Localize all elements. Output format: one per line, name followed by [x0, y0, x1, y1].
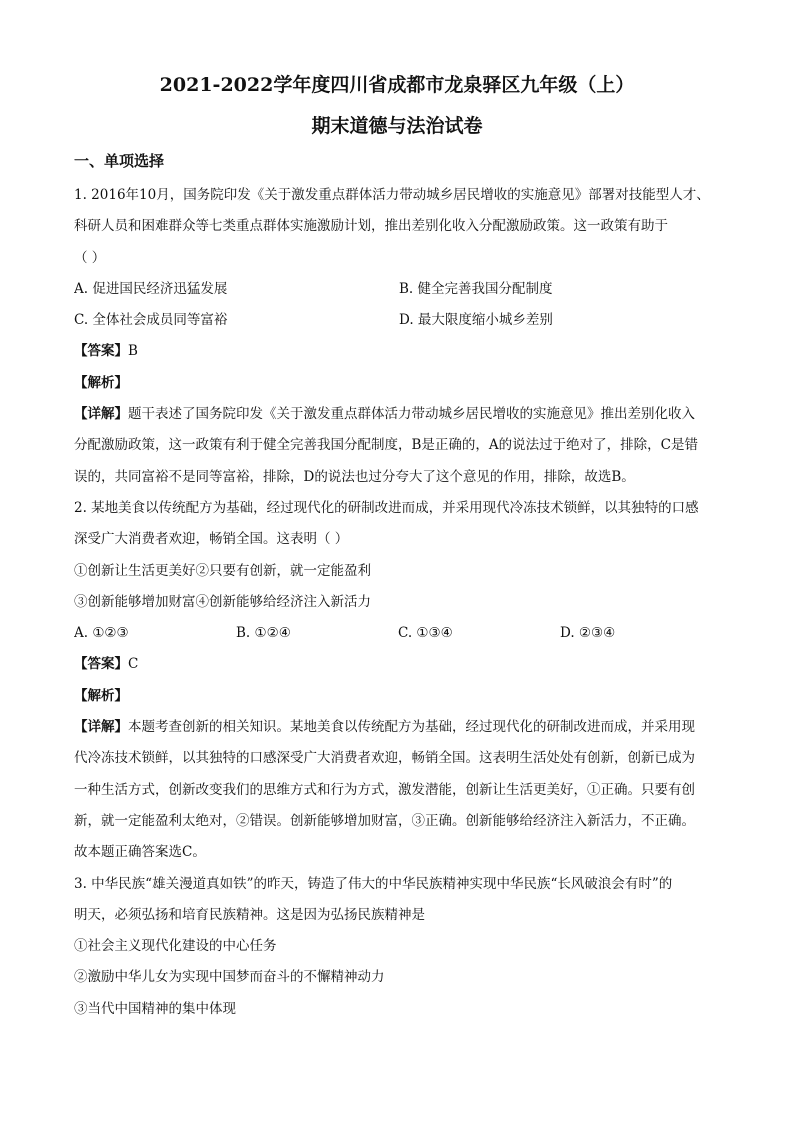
q1-detail-line: 误的，共同富裕不是同等富裕，排除，D的说法也过分夸大了这个意见的作用，排除，故选B。: [74, 468, 635, 485]
q1-option-a: A. 促进国民经济迅猛发展: [74, 280, 228, 297]
q1-options-row: [74, 274, 724, 305]
q1-answer: [74, 336, 724, 367]
analysis-tag: 【解析】: [74, 374, 128, 391]
section-heading: 一、单项选择: [74, 152, 165, 170]
document-title: 2021-2022学年度四川省成都市龙泉驿区九年级（上）: [159, 74, 635, 96]
q2-option-c: C. ①③④: [398, 625, 453, 642]
q2-stem-line: ③创新能够增加财富④创新能够给经济注入新活力: [74, 593, 371, 610]
answer-tag: 【答案】: [74, 343, 128, 360]
questions: [74, 180, 724, 1025]
q2-stem-line: ①创新让生活更美好②只要有创新，就一定能盈利: [74, 562, 371, 579]
q3-stem-line: 明天，必须弘扬和培育民族精神。这是因为弘扬民族精神是: [74, 906, 425, 923]
q3-stem-line: ③当代中国精神的集中体现: [74, 1000, 236, 1017]
detail-tag: 【详解】: [74, 719, 128, 736]
q2-answer: [74, 649, 724, 680]
answer-value: C: [128, 656, 139, 673]
detail-tag: 【详解】: [74, 406, 128, 423]
q2-detail-line: 故本题正确答案选C。: [74, 844, 206, 861]
q2-detail-line: 一种生活方式，创新改变我们的思维方式和行为方式，激发潜能，创新让生活更美好，①正确。只要有创: [74, 781, 695, 798]
analysis-tag: 【解析】: [74, 687, 128, 704]
document-subtitle: 期末道德与法治试卷: [311, 115, 483, 137]
q1-detail-line: [74, 399, 724, 430]
q2-option-a: A. ①②③: [74, 625, 129, 642]
q3-stem-line: ②激励中华儿女为实现中国梦而奋斗的不懈精神动力: [74, 969, 385, 986]
q1-options-row: [74, 305, 724, 336]
q2-detail-line: 代冷冻技术锁鲜，以其独特的口感深受广大消费者欢迎，畅销全国。这表明生活处处有创新，创新已成为: [74, 750, 695, 767]
detail-text: 本题考查创新的相关知识。某地美食以传统配方为基础，经过现代化的研制改进而成，并采用现: [128, 719, 695, 736]
q2-option-d: D. ②③④: [560, 625, 616, 642]
answer-value: B: [128, 343, 138, 360]
q1-analysis: [74, 368, 724, 399]
q1-stem-line: （ ）: [74, 249, 106, 266]
q2-stem-line: 2. 某地美食以传统配方为基础，经过现代化的研制改进而成，并采用现代冷冻技术锁鲜，以其独特的口感: [74, 499, 699, 516]
q2-options-row: [74, 618, 724, 649]
q3-stem-line: 3. 中华民族“雄关漫道真如铁”的昨天，铸造了伟大的中华民族精神实现中华民族“长风破浪会有时”的: [74, 875, 673, 892]
q1-option-c: C. 全体社会成员同等富裕: [74, 312, 228, 329]
answer-tag: 【答案】: [74, 656, 128, 673]
q1-stem-line: 科研人员和困难群众等七类重点群体实施激励计划，推出差别化收入分配激励政策。这一政策有助于: [74, 218, 668, 235]
q2-stem-line: 深受广大消费者欢迎，畅销全国。这表明（ ）: [74, 531, 349, 548]
q2-detail-line: [74, 712, 724, 743]
q3-stem-line: ①社会主义现代化建设的中心任务: [74, 938, 277, 955]
q1-stem-line: 1. 2016年10月，国务院印发《关于激发重点群体活力带动城乡居民增收的实施意见》部署对技能型人才、: [74, 187, 710, 203]
q2-detail-line: 新，就一定能盈利太绝对，②错误。创新能够增加财富，③正确。创新能够给经济注入新活力，不正确。: [74, 812, 695, 829]
q2-option-b: B. ①②④: [236, 625, 291, 642]
q1-option-b: B. 健全完善我国分配制度: [399, 280, 553, 297]
detail-text: 题干表述了国务院印发《关于激发重点群体活力带动城乡居民增收的实施意见》推出差别化收入: [128, 406, 695, 423]
q2-analysis: [74, 681, 724, 712]
q1-option-d: D. 最大限度缩小城乡差别: [399, 312, 553, 329]
q1-detail-line: 分配激励政策，这一政策有利于健全完善我国分配制度，B是正确的，A的说法过于绝对了，排除，C是错: [74, 437, 698, 454]
